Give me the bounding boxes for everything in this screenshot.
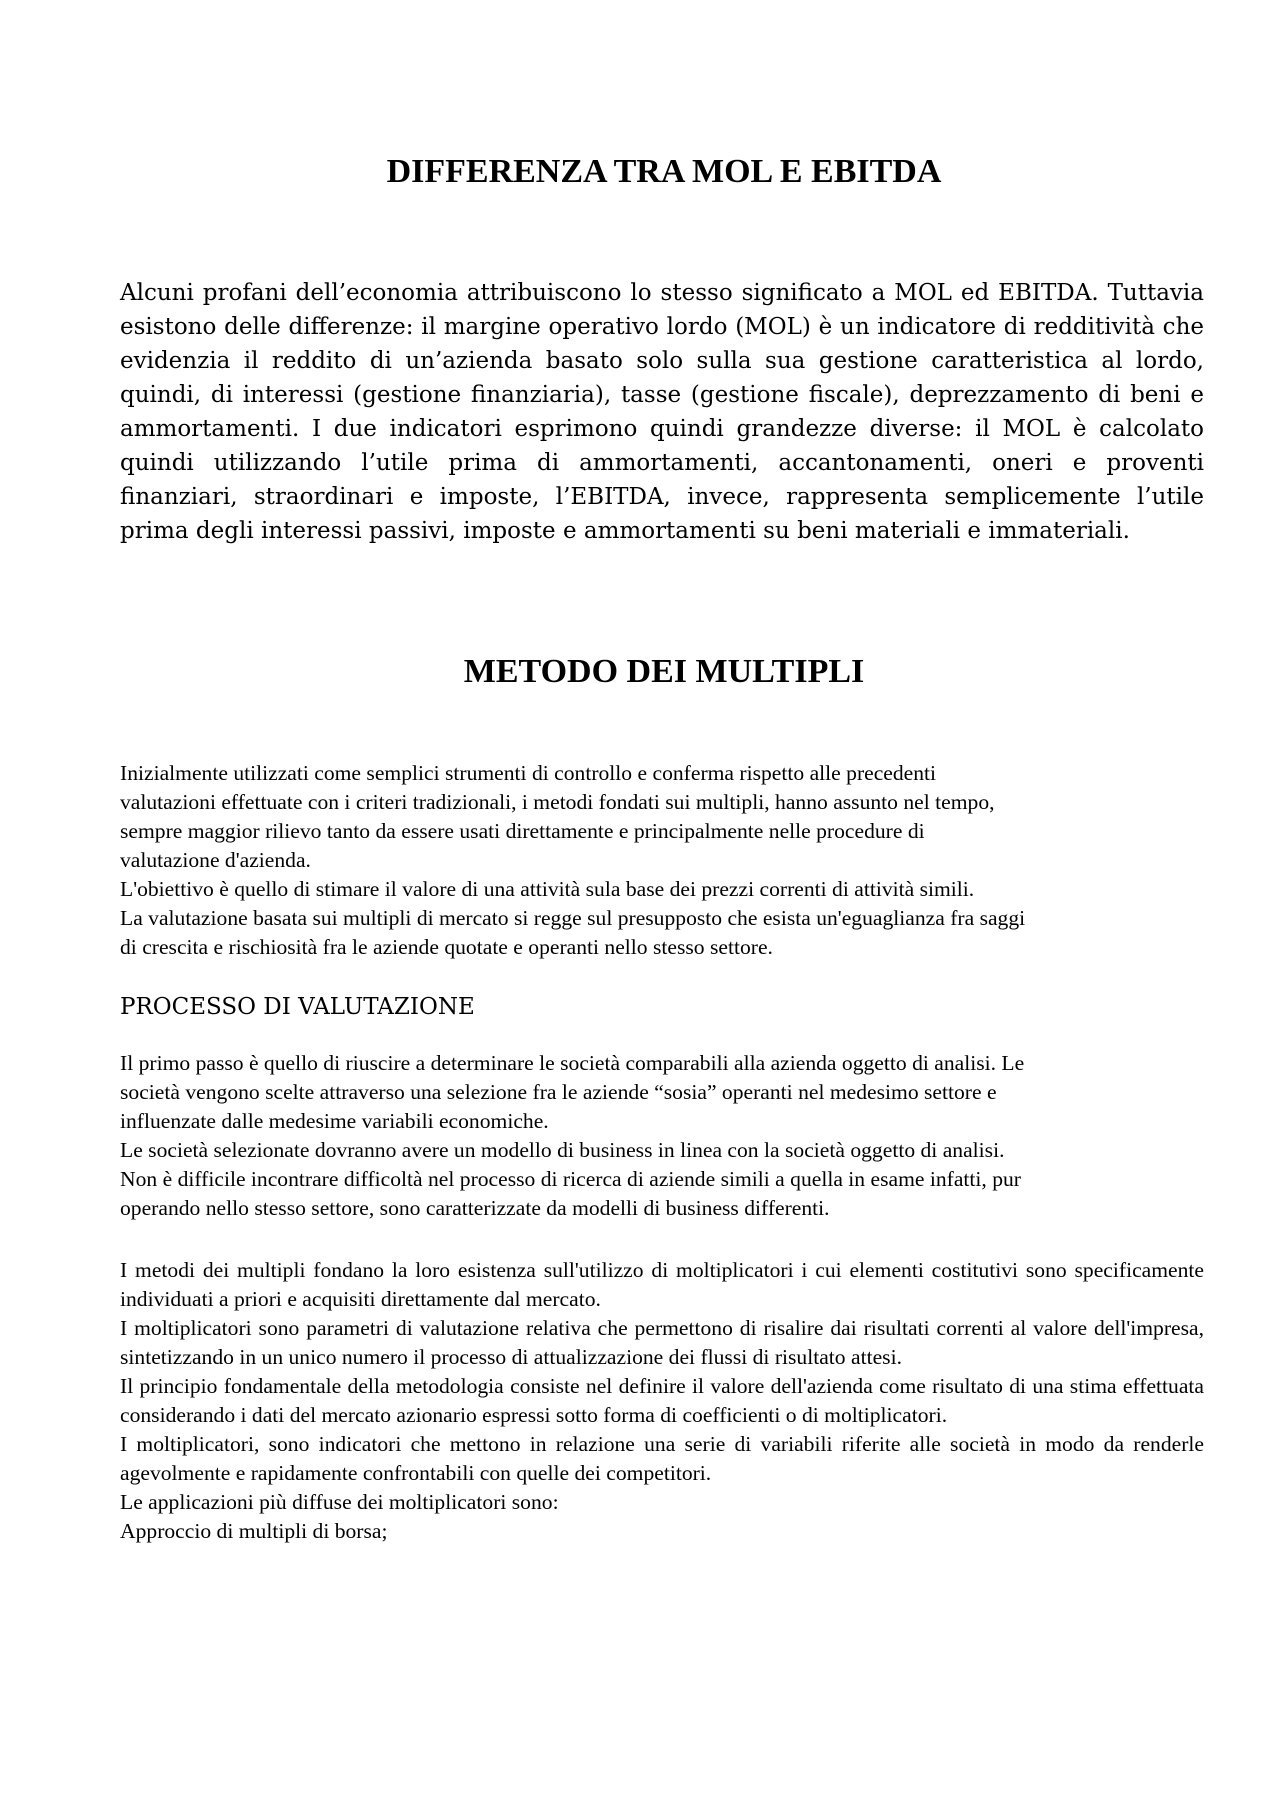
paragraph: Il principio fondamentale della metodologia consiste nel definire il valore dell'azienda come risultato di una stima effettuata considerando i dati del mercato azionario espressi sotto forma di coefficienti o di moltiplicatori. — [120, 1374, 1204, 1427]
multipli-details-block — [120, 1256, 1204, 1546]
intro-paragraph: Alcuni profani dell’economia attribuiscono lo stesso significato a MOL ed EBITDA. Tuttavia esistono delle differenze: il margine operativo lordo (MOL) è un indicatore di redditività che evidenzia il reddito di un’azienda basato solo sulla sua gestione caratteristica al lordo, quindi, di interessi (gestione finanziaria), tasse (gestione fiscale), deprezzamento di beni e ammortamenti. I due indicatori esprimono quindi grandezze diverse: il MOL è calcolato quindi utilizzando l’utile prima di ammortamenti, accantonamenti, oneri e proventi finanziari, straordinari e imposte, l’EBITDA, invece, rappresenta semplicemente l’utile prima degli interessi passivi, imposte e ammortamenti su beni materiali e immateriali. — [120, 280, 1204, 544]
text-line: Non è difficile incontrare difficoltà nel processo di ricerca di aziende simili a quella in esame infatti, pur — [120, 1167, 1022, 1191]
processo-block — [120, 1049, 1204, 1223]
text-line: operando nello stesso settore, sono caratterizzate da modelli di business differenti. — [120, 1196, 830, 1220]
paragraph: I moltiplicatori, sono indicatori che mettono in relazione una serie di variabili riferite alle società in modo da renderle agevolmente e rapidamente confrontabili con quelle dei competitori. — [120, 1432, 1204, 1485]
text-line: valutazioni effettuate con i criteri tradizionali, i metodi fondati sui multipli, hanno assunto nel tempo, — [120, 790, 995, 814]
text-line: influenzate dalle medesime variabili economiche. — [120, 1109, 549, 1133]
paragraph: Approccio di multipli di borsa; — [120, 1519, 388, 1543]
multipli-intro-block — [120, 759, 1204, 962]
text-line: Il primo passo è quello di riuscire a determinare le società comparabili alla azienda oggetto di analisi. Le — [120, 1051, 1025, 1075]
section-title-mol-ebitda: DIFFERENZA TRA MOL E EBITDA — [386, 153, 942, 190]
section-title-metodo-multipli: METODO DEI MULTIPLI — [463, 653, 865, 690]
text-line: Inizialmente utilizzati come semplici strumenti di controllo e conferma rispetto alle precedenti — [120, 761, 937, 785]
text-line: valutazione d'azienda. — [120, 848, 311, 872]
paragraph: I moltiplicatori sono parametri di valutazione relativa che permettono di risalire dai risultati correnti al valore dell'impresa, sintetizzando in un unico numero il processo di attualizzazione dei flussi di risultato attesi. — [120, 1316, 1204, 1369]
text-line: La valutazione basata sui multipli di mercato si regge sul presupposto che esista un'eguaglianza fra saggi — [120, 906, 1026, 930]
text-line: Le società selezionate dovranno avere un modello di business in linea con la società oggetto di analisi. — [120, 1138, 1005, 1162]
text-line: sempre maggior rilievo tanto da essere usati direttamente e principalmente nelle procedure di — [120, 819, 925, 843]
text-line: di crescita e rischiosità fra le aziende quotate e operanti nello stesso settore. — [120, 935, 773, 959]
paragraph: I metodi dei multipli fondano la loro esistenza sull'utilizzo di moltiplicatori i cui elementi costitutivi sono specificamente individuati a priori e acquisiti direttamente dal mercato. — [120, 1258, 1204, 1311]
text-line: società vengono scelte attraverso una selezione fra le aziende “sosia” operanti nel medesimo settore e — [120, 1080, 997, 1104]
text-line: L'obiettivo è quello di stimare il valore di una attività sula base dei prezzi correnti di attività simili. — [120, 877, 975, 901]
paragraph: Le applicazioni più diffuse dei moltiplicatori sono: — [120, 1490, 559, 1514]
subheading-processo-valutazione: PROCESSO DI VALUTAZIONE — [120, 994, 475, 1020]
